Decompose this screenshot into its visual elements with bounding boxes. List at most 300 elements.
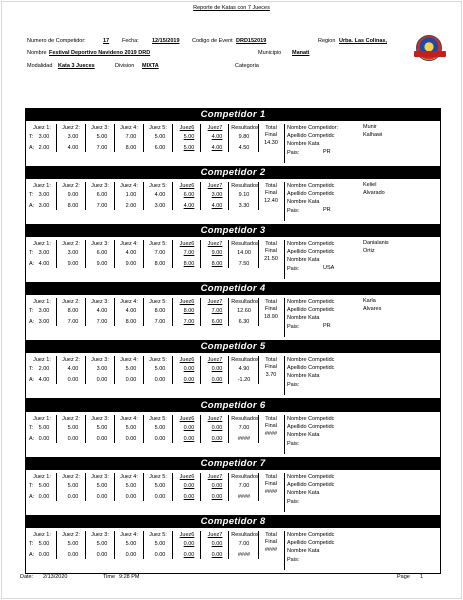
judge-header: Juez 3: [91,183,109,189]
final-label: Final [265,423,277,429]
score-a: 0.00 [96,377,108,383]
judge-header: Juez 3: [91,416,109,422]
judge-header: Juez6 [179,125,195,131]
score-t: 5.00 [125,366,137,372]
judge-header: Juez 5: [149,241,167,247]
score-a: 0.00 [96,494,108,500]
nombre-kata-label: Nombre Kata [287,490,320,496]
score-a: 0.00 [67,552,79,558]
row-a-label: A: [29,436,35,442]
score-t: 6.00 [96,250,108,256]
score-t: 3.00 [38,192,50,198]
score-t: 4.90 [238,366,250,372]
judge-header: Juez7 [207,357,223,363]
info-divider [284,531,285,570]
row-t-label: T: [29,366,34,372]
competitor-card [25,166,441,225]
footer-page-label: Page [397,574,410,580]
score-a: 0.00 [38,552,50,558]
judge-header: Juez 4: [120,532,138,538]
score-t: 0.00 [183,483,195,489]
score-a: 0.00 [154,494,166,500]
total-label: Total [265,474,277,480]
codigo-value: DRD152019 [236,38,267,44]
row-a-label: A: [29,145,35,151]
column-divider [258,182,259,210]
row-a-label: A: [29,261,35,267]
score-a: 2.00 [38,145,50,151]
fecha-label: Fecha: [122,38,139,44]
competitor-nombre: Danialanis [363,240,389,246]
score-t: 5.00 [154,425,166,431]
score-a: 5.00 [183,145,195,151]
judge-header: Juez7 [207,183,223,189]
score-a: 0.00 [125,494,137,500]
judge-header: Juez 2: [62,532,80,538]
judge-header: Juez 1: [33,125,51,131]
judge-header: Juez 4: [120,183,138,189]
score-a: 6.30 [238,319,250,325]
final-label: Final [265,132,277,138]
score-a: 3.00 [154,203,166,209]
score-t: 5.00 [154,134,166,140]
competitor-card [25,515,441,574]
info-divider [284,356,285,395]
score-a: 3.00 [38,203,50,209]
apellido-label: Apellido Competidc [287,365,335,371]
apellido-label: Apellido Competidc [287,249,335,255]
score-t: 3.00 [67,250,79,256]
competitor-apellido: Alvarado [363,190,385,196]
score-a: 4.00 [38,261,50,267]
score-a: 0.00 [154,552,166,558]
total-value: 18.90 [264,314,278,320]
competitor-card [25,224,441,283]
row-t-label: T: [29,541,34,547]
total-value: 21.50 [264,256,278,262]
competitor-title: Competidor 2 [25,166,441,179]
nombre-evento-value: Festival Deportivo Navideno 2019 DRD [49,50,151,56]
score-t: 9.80 [238,134,250,140]
report-title: Reporte de Katas con 7 Jueces [193,5,270,11]
column-divider [258,473,259,501]
competitor-card [25,282,441,341]
municipio-label: Municipio [258,50,282,56]
row-t-label: T: [29,134,34,140]
competitor-title: Competidor 6 [25,399,441,412]
total-value: #### [264,547,278,553]
judge-header: Juez 4: [120,299,138,305]
score-a: 0.00 [183,377,195,383]
federation-logo [416,35,442,61]
judge-header: Juez 1: [33,474,51,480]
judge-header: Juez 5: [149,357,167,363]
score-t: 7.00 [238,425,250,431]
pais-label: Pais: [287,499,300,505]
judge-header: Juez 2: [62,241,80,247]
final-label: Final [265,248,277,254]
score-t: 6.00 [96,192,108,198]
competitor-apellido: Ortiz [363,248,375,254]
column-divider [258,240,259,268]
nombre-kata-label: Nombre Kata [287,141,320,147]
pais-label: Pais: [287,266,300,272]
row-t-label: T: [29,425,34,431]
final-label: Final [265,539,277,545]
info-divider [284,298,285,337]
score-a: 0.00 [125,377,137,383]
score-a: 6.00 [211,319,223,325]
division-label: Division [115,63,135,69]
nombre-competidor-label: Nombre Competidc [287,299,335,305]
apellido-label: Apellido Competidc [287,307,335,313]
column-divider [258,124,259,152]
resultados-header: Resultados [231,183,259,189]
judge-header: Juez 4: [120,474,138,480]
score-a: 0.00 [125,436,137,442]
resultados-header: Resultados [231,241,259,247]
score-a: 0.00 [38,436,50,442]
judge-header: Juez 5: [149,474,167,480]
info-divider [284,182,285,221]
score-a: 3.30 [238,203,250,209]
score-t: 3.00 [67,134,79,140]
region-value: Urba. Las Colinas, [339,38,387,44]
pais-label: Pais: [287,150,300,156]
score-a: 8.00 [125,319,137,325]
score-t: 7.00 [183,250,195,256]
score-t: 2.00 [38,366,50,372]
score-t: 4.00 [67,366,79,372]
score-t: 4.00 [211,134,223,140]
score-t: 5.00 [183,134,195,140]
final-label: Final [265,364,277,370]
score-a: 7.00 [96,203,108,209]
resultados-header: Resultados [231,474,259,480]
info-divider [284,124,285,163]
nombre-competidor-label: Nombre Competidc [287,183,335,189]
judge-header: Juez7 [207,532,223,538]
competitor-pais: PR [323,149,331,155]
judge-header: Juez 3: [91,241,109,247]
pais-label: Pais: [287,324,300,330]
judge-header: Juez6 [179,241,195,247]
score-a: 0.00 [67,494,79,500]
score-t: 7.00 [238,483,250,489]
score-t: 12.60 [237,308,251,314]
score-t: 4.00 [96,308,108,314]
score-t: 5.00 [38,425,50,431]
total-label: Total [265,416,277,422]
total-value: 3.70 [265,372,277,378]
score-t: 0.00 [211,425,223,431]
column-divider [258,298,259,326]
judge-header: Juez 1: [33,532,51,538]
score-t: 0.00 [211,366,223,372]
judge-header: Juez 2: [62,125,80,131]
nombre-kata-label: Nombre Kata [287,432,320,438]
judge-header: Juez7 [207,241,223,247]
score-a: 0.00 [211,436,223,442]
total-label: Total [265,183,277,189]
score-a: 6.00 [154,145,166,151]
score-a: #### [237,552,251,558]
footer-time-value: 9:28 PM [119,574,140,580]
score-t: 8.00 [67,308,79,314]
score-t: 5.00 [154,541,166,547]
pais-label: Pais: [287,557,300,563]
score-t: 3.00 [38,134,50,140]
score-box [25,121,441,167]
score-a: 7.50 [238,261,250,267]
score-t: 14.00 [237,250,251,256]
judge-header: Juez7 [207,125,223,131]
score-t: 5.00 [125,483,137,489]
judge-header: Juez 1: [33,183,51,189]
score-a: 0.00 [211,494,223,500]
score-a: 4.50 [238,145,250,151]
info-divider [284,473,285,512]
score-a: 0.00 [183,494,195,500]
judge-header: Juez 5: [149,299,167,305]
competitor-nombre: Karla [363,298,376,304]
score-a: 7.00 [154,319,166,325]
score-a: 7.00 [96,319,108,325]
row-a-label: A: [29,203,35,209]
score-t: 9.10 [238,192,250,198]
pais-label: Pais: [287,382,300,388]
score-t: 9.00 [211,250,223,256]
footer-page-value: 1 [420,574,424,580]
info-divider [284,240,285,279]
competitor-pais: PR [323,323,331,329]
score-a: 9.00 [125,261,137,267]
competitor-card [25,340,441,399]
judge-header: Juez 2: [62,299,80,305]
judge-header: Juez 2: [62,357,80,363]
row-a-label: A: [29,377,35,383]
nombre-kata-label: Nombre Kata [287,257,320,263]
judge-header: Juez 4: [120,241,138,247]
score-t: 0.00 [211,483,223,489]
pais-label: Pais: [287,208,300,214]
competitor-title: Competidor 1 [25,108,441,121]
competitor-title: Competidor 7 [25,457,441,470]
score-a: 4.00 [211,145,223,151]
resultados-header: Resultados [231,299,259,305]
row-a-label: A: [29,319,35,325]
region-label: Region [318,38,336,44]
score-a: 8.00 [154,261,166,267]
judge-header: Juez6 [179,416,195,422]
score-a: 4.00 [211,203,223,209]
score-t: 8.00 [154,308,166,314]
score-t: 3.00 [211,192,223,198]
competitor-pais: USA [323,265,335,271]
judge-header: Juez 1: [33,241,51,247]
column-divider [258,356,259,384]
score-t: 5.00 [67,483,79,489]
resultados-header: Resultados [231,125,259,131]
competitor-title: Competidor 4 [25,282,441,295]
nombre-kata-label: Nombre Kata [287,548,320,554]
score-t: 3.00 [38,250,50,256]
score-t: 9.00 [67,192,79,198]
score-t: 1.00 [125,192,137,198]
nombre-kata-label: Nombre Kata [287,199,320,205]
score-t: 5.00 [67,425,79,431]
resultados-header: Resultados [231,532,259,538]
competitor-title: Competidor 8 [25,515,441,528]
column-divider [258,531,259,559]
total-value: 12.40 [264,198,278,204]
score-a: 7.00 [96,145,108,151]
judge-header: Juez 4: [120,357,138,363]
score-a: 4.00 [67,145,79,151]
competitor-card [25,457,441,516]
score-a: 0.00 [211,377,223,383]
judge-header: Juez 2: [62,183,80,189]
score-t: 5.00 [96,425,108,431]
judge-header: Juez 3: [91,357,109,363]
competitor-card [25,399,441,458]
score-a: 0.00 [96,552,108,558]
score-t: 5.00 [38,541,50,547]
fecha-value: 12/15/2019 [152,38,180,44]
score-t: 3.00 [96,366,108,372]
competitor-title: Competidor 5 [25,340,441,353]
final-label: Final [265,306,277,312]
score-a: 0.00 [96,436,108,442]
score-box [25,179,441,225]
score-box [25,470,441,516]
competitor-apellido: Alvares [363,306,382,312]
apellido-label: Apellido Competidc [287,133,335,139]
score-t: 6.00 [183,192,195,198]
judge-header: Juez 2: [62,416,80,422]
numero-label: Numero de Competidor: [27,38,86,44]
nombre-kata-label: Nombre Kata [287,373,320,379]
judge-header: Juez 3: [91,299,109,305]
score-t: 7.00 [238,541,250,547]
total-label: Total [265,532,277,538]
score-a: 4.00 [38,377,50,383]
total-value: #### [264,431,278,437]
score-t: 5.00 [96,483,108,489]
score-a: 2.00 [125,203,137,209]
competitor-card [25,108,441,167]
score-a: 0.00 [67,436,79,442]
judge-header: Juez 5: [149,416,167,422]
row-t-label: T: [29,192,34,198]
score-a: 7.00 [183,319,195,325]
score-t: 5.00 [96,541,108,547]
total-label: Total [265,241,277,247]
score-box [25,353,441,399]
row-t-label: T: [29,308,34,314]
score-t: 0.00 [183,541,195,547]
judge-header: Juez 4: [120,125,138,131]
competitor-nombre: Munir [363,124,377,130]
score-box [25,412,441,458]
score-t: 7.00 [154,250,166,256]
score-t: 5.00 [67,541,79,547]
nombre-competidor-label: Nombre Competidor: [287,125,339,131]
total-value: 14.30 [264,140,278,146]
score-box [25,237,441,283]
score-t: 4.00 [125,250,137,256]
judge-header: Juez6 [179,532,195,538]
pais-label: Pais: [287,441,300,447]
numero-value: 17 [103,38,110,44]
apellido-label: Apellido Competidc [287,191,335,197]
categoria-label: Categoria [235,63,259,69]
score-a: 4.00 [183,203,195,209]
row-t-label: T: [29,250,34,256]
footer-date-label: Date: [20,574,34,580]
nombre-competidor-label: Nombre Competidc [287,241,335,247]
score-box [25,528,441,574]
judge-header: Juez 3: [91,474,109,480]
column-divider [258,415,259,443]
score-a: 0.00 [154,436,166,442]
judge-header: Juez6 [179,474,195,480]
score-a: 0.00 [154,377,166,383]
score-a: #### [237,436,251,442]
nombre-evento-label: Nombre [27,50,47,56]
nombre-competidor-label: Nombre Competidc [287,532,335,538]
score-a: 0.00 [211,552,223,558]
modalidad-label: Modalidad [27,63,53,69]
score-t: 3.00 [38,308,50,314]
judge-header: Juez 5: [149,125,167,131]
judge-header: Juez 3: [91,125,109,131]
judge-header: Juez6 [179,183,195,189]
score-t: 5.00 [125,541,137,547]
score-a: 8.00 [125,145,137,151]
resultados-header: Resultados [231,416,259,422]
judge-header: Juez 1: [33,357,51,363]
competitor-apellido: Kalhawi [363,132,383,138]
score-a: 9.00 [96,261,108,267]
judge-header: Juez6 [179,357,195,363]
score-a: 0.00 [125,552,137,558]
judge-header: Juez 3: [91,532,109,538]
score-t: 5.00 [125,425,137,431]
score-t: 4.00 [125,308,137,314]
apellido-label: Apellido Competidc [287,482,335,488]
judge-header: Juez7 [207,474,223,480]
apellido-label: Apellido Competidc [287,424,335,430]
footer-date-value: 2/13/2020 [43,574,68,580]
score-a: 8.00 [183,261,195,267]
judge-header: Juez 1: [33,416,51,422]
score-a: 0.00 [67,377,79,383]
info-divider [284,415,285,454]
row-t-label: T: [29,483,34,489]
score-t: 5.00 [38,483,50,489]
nombre-competidor-label: Nombre Competidc [287,474,335,480]
score-a: 9.00 [67,261,79,267]
score-a: 0.00 [183,436,195,442]
score-a: 8.00 [67,203,79,209]
score-a: #### [237,494,251,500]
score-t: 4.00 [154,192,166,198]
score-t: 0.00 [211,541,223,547]
municipio-value: Manati [292,50,310,56]
score-a: 0.00 [183,552,195,558]
final-label: Final [265,481,277,487]
